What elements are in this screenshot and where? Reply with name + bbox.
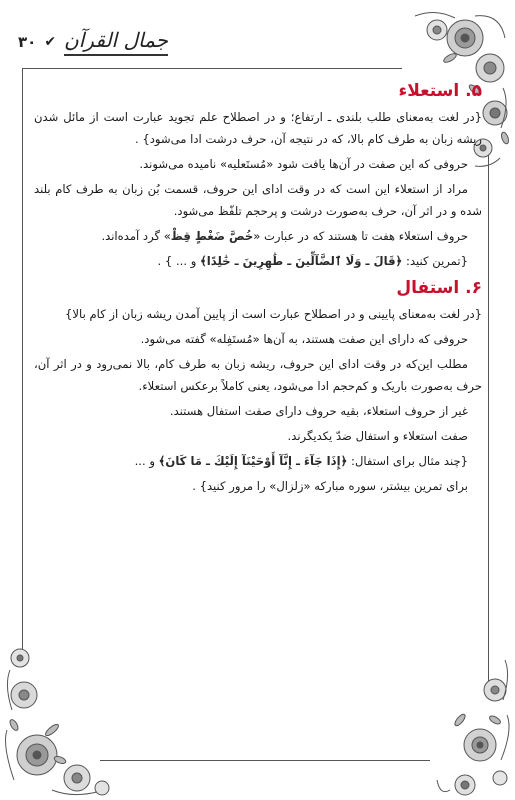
page-content [34,78,482,500]
text-fragment: و ... } . [157,254,200,268]
frame-border-right [488,150,489,690]
example-paragraph [34,450,482,472]
practice-note: برای تمرین بیشتر، سوره مبارکه «زلزال» را مرور کنید} . [192,479,468,493]
definition-paragraph: {در لغت به‌معنای طلب بلندی ـ ارتفاع؛ و در اصطلاح علم تجوید عبارت است از مائل شدن ریشه زبان به طرف کام بالا، که در نتیجه آن، حرف درشت ادا می‌شود} . [34,110,482,146]
floral-ornament-bottom-left [2,640,112,798]
text-fragment: » گرد آمده‌اند. [101,229,171,243]
body-paragraph: مراد از استعلاء این است که در وقت ادای این حروف، قسمت بُن زبان به طرف کام بلند شده و در اثر آن، حرف به‌صورت درشت و پرحجم تلفّظ می‌شود. [34,182,482,218]
exercise-label: {تمرین کنید: [402,254,468,268]
quran-verse-examples: ﴿قَالَ ـ وَلَا ٱلضَّآلِّينَ ـ طَٰهِرِينَ ـ خَٰلِدًا﴾ [200,254,403,268]
book-title: جمال القرآن [64,28,168,56]
frame-border-left [22,68,23,658]
quran-phrase: خُصَّ ضَغْطٍ قِظْ [170,229,254,243]
definition-paragraph: {در لغت به‌معنای پایینی و در اصطلاح عبارت است از پایین آمدن ریشه زبان از کام بالا} [65,307,482,321]
text-fragment: حروف استعلاء هفت تا هستند که در عبارت « [253,229,468,243]
body-paragraph: صفت استعلاء و استفال ضدّ یکدیگرند. [287,429,468,443]
frame-border-top [22,68,402,69]
text-fragment: و ... [134,454,159,468]
frame-border-bottom [100,760,430,761]
body-paragraph: حروفی که این صفت در آن‌ها یافت شود «مُستَعلیه» نامیده می‌شوند. [139,157,468,171]
letters-paragraph [34,225,482,247]
section-heading-isti-la: ۵. استعلاء [398,81,482,101]
exercise-paragraph [34,250,482,272]
floral-ornament-bottom-right [435,650,513,798]
body-paragraph: حروفی که دارای این صفت هستند، به آن‌ها «مُستَفِله» گفته می‌شود. [140,332,468,346]
body-paragraph: مطلب این‌که در وقت ادای این حروف، ریشه زبان به طرف کام، بالا نمی‌رود و در اثر آن، حرف به‌صورت باریک و کم‌حجم ادا می‌شود، یعنی کاملاً برعکس استعلاء. [34,357,482,393]
page-number: ۳۰ [18,33,37,51]
section-heading-istifal: ۶. استفال [396,278,482,298]
example-label: {چند مثال برای استفال: [347,454,468,468]
page-header [18,22,318,62]
checkmark-icon: ✔ [44,34,57,50]
body-paragraph: غیر از حروف استعلاء، بقیه حروف دارای صفت استفال هستند. [169,404,468,418]
quran-verse-examples: ﴿إِذَا جَآءَ ـ إِنَّآ أَوْحَيْنَآ إِلَيْكَ ـ مَا كَانَ﴾ [158,454,348,468]
